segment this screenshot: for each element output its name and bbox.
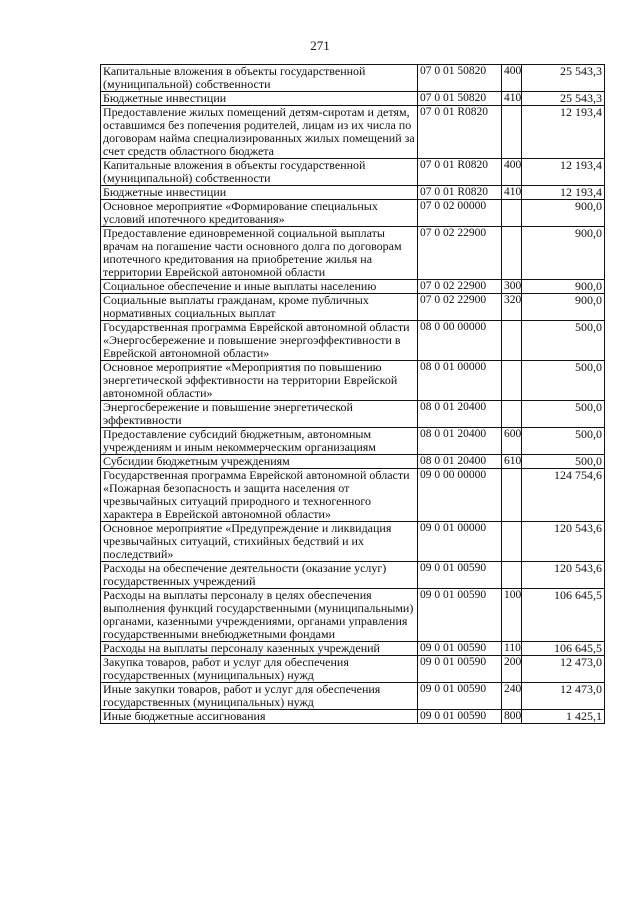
row-sum-cell: 106 645,5 [522,642,605,656]
row-name-cell: Основное мероприятие «Формирование специальных условий ипотечного кредитования» [101,200,418,227]
row-vr-cell: 800 [502,710,522,724]
row-name-cell: Иные закупки товаров, работ и услуг для обеспечения государственных (муниципальных) нужд [101,683,418,710]
row-csr-cell: 09 0 00 00000 [418,469,502,522]
row-csr-cell: 07 0 02 22900 [418,294,502,321]
row-sum-cell: 900,0 [522,294,605,321]
row-csr-cell: 09 0 01 00590 [418,562,502,589]
row-sum-cell: 500,0 [522,428,605,455]
row-vr-cell: 610 [502,455,522,469]
row-sum-cell: 120 543,6 [522,562,605,589]
budget-table [100,64,605,724]
row-vr-cell [502,401,522,428]
row-sum-cell: 12 193,4 [522,159,605,186]
table-row [101,321,605,361]
row-name-cell: Расходы на выплаты персоналу в целях обеспечения выполнения функций государственными (муниципальными) органами, казенными учреждениями, органами управления государственными внебюджетными фондами [101,589,418,642]
table-row [101,401,605,428]
row-name-cell: Бюджетные инвестиции [101,186,418,200]
row-vr-cell [502,361,522,401]
row-sum-cell: 120 543,6 [522,522,605,562]
row-vr-cell [502,106,522,159]
row-csr-cell: 07 0 01 R0820 [418,159,502,186]
row-sum-cell: 106 645,5 [522,589,605,642]
row-name-cell: Капитальные вложения в объекты государственной (муниципальной) собственности [101,65,418,92]
row-name-cell: Основное мероприятие «Мероприятия по повышению энергетической эффективности на территории Еврейской автономной области» [101,361,418,401]
row-sum-cell: 500,0 [522,321,605,361]
table-row [101,428,605,455]
row-csr-cell: 07 0 02 00000 [418,200,502,227]
row-vr-cell [502,321,522,361]
row-csr-cell: 08 0 00 00000 [418,321,502,361]
row-csr-cell: 09 0 01 00590 [418,642,502,656]
row-vr-cell: 100 [502,589,522,642]
table-row [101,642,605,656]
table-row [101,200,605,227]
row-csr-cell: 09 0 01 00590 [418,683,502,710]
row-csr-cell: 08 0 01 00000 [418,361,502,401]
row-sum-cell: 900,0 [522,200,605,227]
row-name-cell: Предоставление единовременной социальной выплаты врачам на погашение части основного долга по договорам ипотечного кредитования на приобретение жилья на территории Еврейской автономной области [101,227,418,280]
row-name-cell: Государственная программа Еврейской автономной области «Энергосбережение и повышение энергоэффективности в Еврейской автономной области» [101,321,418,361]
row-vr-cell: 200 [502,656,522,683]
table-row [101,92,605,106]
row-name-cell: Иные бюджетные ассигнования [101,710,418,724]
row-csr-cell: 07 0 01 50820 [418,65,502,92]
row-csr-cell: 07 0 02 22900 [418,227,502,280]
row-csr-cell: 09 0 01 00590 [418,656,502,683]
row-sum-cell: 12 473,0 [522,656,605,683]
row-vr-cell [502,200,522,227]
table-row [101,522,605,562]
row-name-cell: Субсидии бюджетным учреждениям [101,455,418,469]
table-row [101,455,605,469]
row-csr-cell: 09 0 01 00590 [418,710,502,724]
row-vr-cell: 110 [502,642,522,656]
row-name-cell: Предоставление жилых помещений детям-сиротам и детям, оставшимся без попечения родителей, лицам из их числа по договорам найма специализированных жилых помещений за счет средств областного бюджета [101,106,418,159]
row-csr-cell: 07 0 01 50820 [418,92,502,106]
row-name-cell: Государственная программа Еврейской автономной области «Пожарная безопасность и защита населения от чрезвычайных ситуаций природного и техногенного характера в Еврейской автономной области» [101,469,418,522]
table-row [101,469,605,522]
row-sum-cell: 25 543,3 [522,92,605,106]
row-sum-cell: 900,0 [522,280,605,294]
table-row [101,65,605,92]
row-csr-cell: 09 0 01 00590 [418,589,502,642]
row-csr-cell: 08 0 01 20400 [418,428,502,455]
budget-table-body [101,65,605,724]
table-row [101,294,605,321]
row-vr-cell [502,562,522,589]
table-row [101,280,605,294]
table-row [101,656,605,683]
row-sum-cell: 500,0 [522,455,605,469]
row-csr-cell: 07 0 01 R0820 [418,186,502,200]
row-name-cell: Энергосбережение и повышение энергетической эффективности [101,401,418,428]
row-sum-cell: 1 425,1 [522,710,605,724]
table-row [101,562,605,589]
row-name-cell: Предоставление субсидий бюджетным, автономным учреждениям и иным некоммерческим организациям [101,428,418,455]
row-name-cell: Социальные выплаты гражданам, кроме публичных нормативных социальных выплат [101,294,418,321]
row-vr-cell [502,227,522,280]
row-sum-cell: 12 193,4 [522,186,605,200]
row-vr-cell [502,469,522,522]
row-vr-cell: 300 [502,280,522,294]
table-row [101,361,605,401]
table-row [101,683,605,710]
row-csr-cell: 07 0 01 R0820 [418,106,502,159]
row-name-cell: Капитальные вложения в объекты государственной (муниципальной) собственности [101,159,418,186]
row-vr-cell: 320 [502,294,522,321]
row-sum-cell: 124 754,6 [522,469,605,522]
row-sum-cell: 500,0 [522,401,605,428]
row-csr-cell: 08 0 01 20400 [418,455,502,469]
row-sum-cell: 12 193,4 [522,106,605,159]
row-name-cell: Основное мероприятие «Предупреждение и ликвидация чрезвычайных ситуаций, стихийных бедствий и их последствий» [101,522,418,562]
page-number: 271 [310,38,330,53]
table-row [101,710,605,724]
row-csr-cell: 08 0 01 20400 [418,401,502,428]
row-vr-cell [502,522,522,562]
row-vr-cell: 400 [502,65,522,92]
row-vr-cell: 600 [502,428,522,455]
row-sum-cell: 25 543,3 [522,65,605,92]
row-vr-cell: 400 [502,159,522,186]
row-name-cell: Закупка товаров, работ и услуг для обеспечения государственных (муниципальных) нужд [101,656,418,683]
row-sum-cell: 12 473,0 [522,683,605,710]
row-csr-cell: 07 0 02 22900 [418,280,502,294]
table-row [101,227,605,280]
row-name-cell: Расходы на обеспечение деятельности (оказание услуг) государственных учреждений [101,562,418,589]
row-csr-cell: 09 0 01 00000 [418,522,502,562]
row-vr-cell: 240 [502,683,522,710]
table-row [101,186,605,200]
table-row [101,159,605,186]
row-name-cell: Социальное обеспечение и иные выплаты населению [101,280,418,294]
row-vr-cell: 410 [502,92,522,106]
table-row [101,106,605,159]
row-vr-cell: 410 [502,186,522,200]
row-name-cell: Расходы на выплаты персоналу казенных учреждений [101,642,418,656]
table-row [101,589,605,642]
row-name-cell: Бюджетные инвестиции [101,92,418,106]
row-sum-cell: 900,0 [522,227,605,280]
row-sum-cell: 500,0 [522,361,605,401]
